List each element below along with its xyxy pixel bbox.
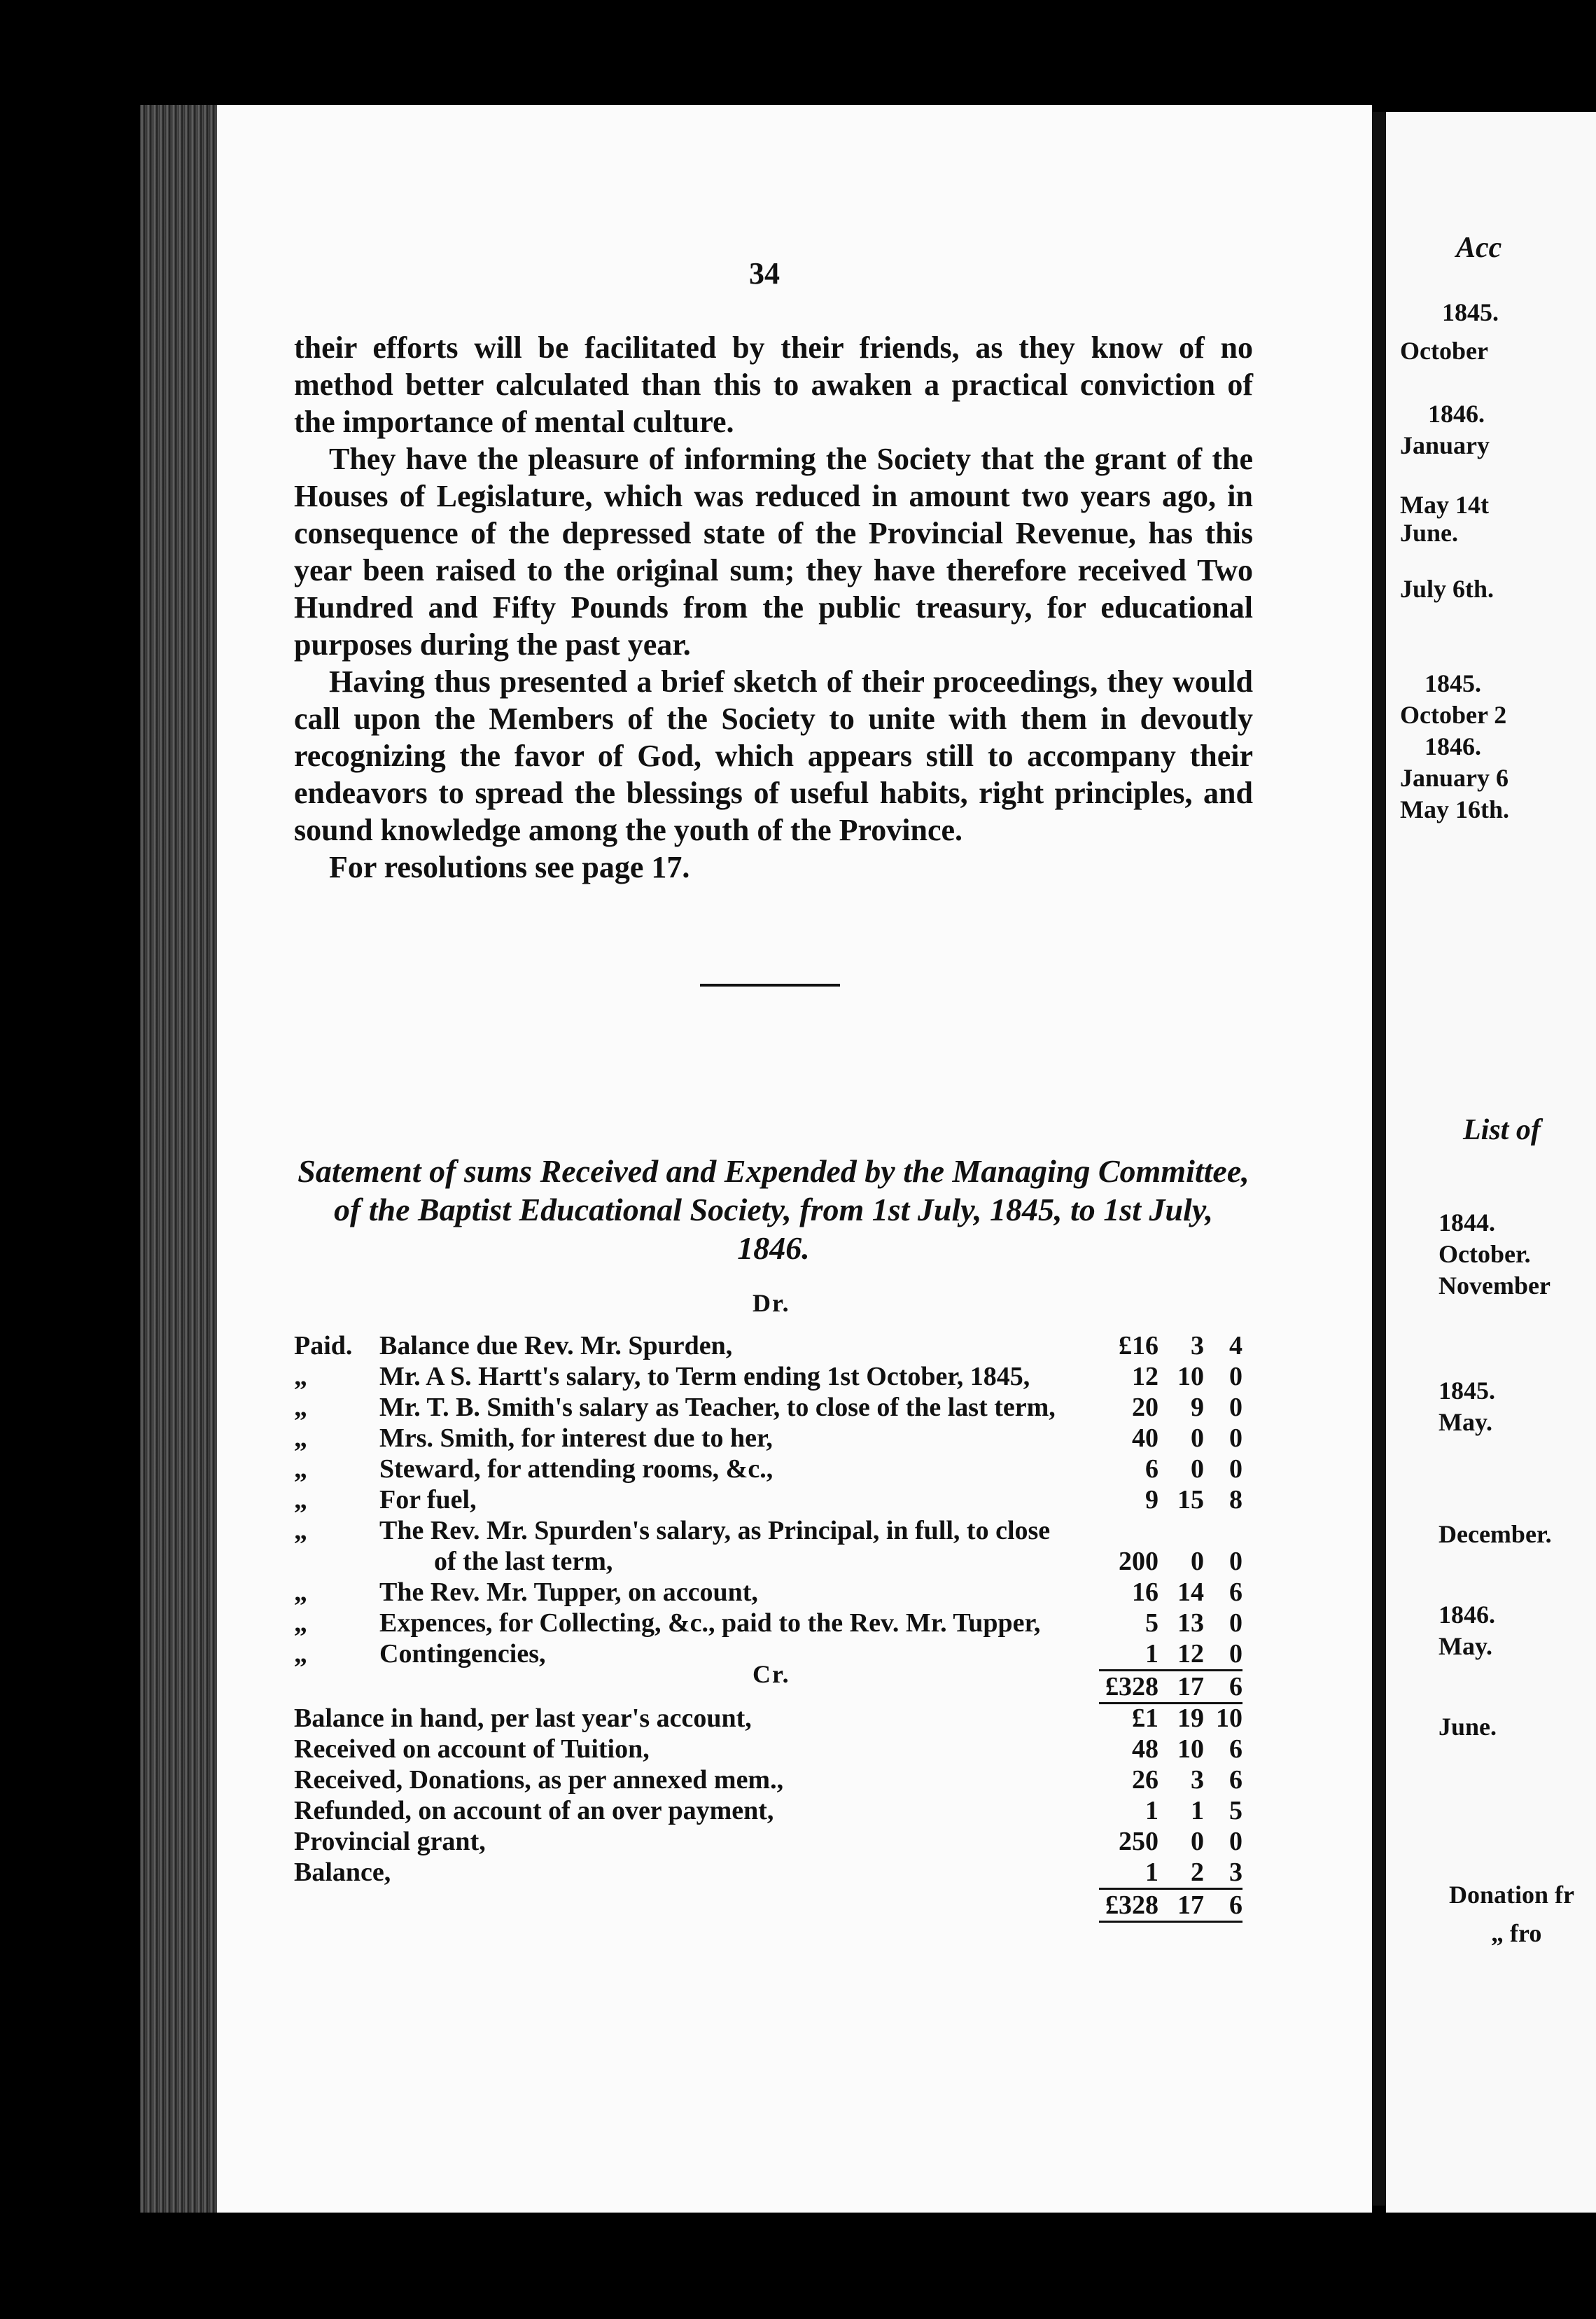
row-description: The Rev. Mr. Tupper, on account, [379, 1578, 758, 1607]
page-number: 34 [749, 256, 780, 291]
statement-heading: Satement of sums Received and Expended by the Managing Committee, of the Baptist Educational Society, from 1st July, 1845, to 1st July, 1846. [298, 1153, 1250, 1266]
pence-value: 5 [1229, 1796, 1242, 1825]
pence-value: 6 [1229, 1734, 1242, 1764]
pounds-value: 5 [1145, 1608, 1158, 1638]
right-page-fragment: June. [1400, 519, 1459, 547]
shillings-value: 10 [1177, 1734, 1204, 1764]
pence-value: 0 [1229, 1362, 1242, 1391]
pence-value: 0 [1229, 1608, 1242, 1638]
ledger-row [294, 1484, 1242, 1515]
right-page-fragment: List of [1463, 1114, 1541, 1146]
ledger-row [294, 1577, 1242, 1608]
pence-value: 0 [1229, 1393, 1242, 1422]
row-description: The Rev. Mr. Spurden's salary, as Principal, in full, to close [379, 1516, 1051, 1545]
ledger-row [294, 1423, 1242, 1454]
ledger-row [294, 1703, 1242, 1734]
row-lead: „ [294, 1362, 307, 1391]
shillings-value: 2 [1191, 1858, 1204, 1887]
pounds-value: 9 [1145, 1485, 1158, 1514]
shillings-value: 15 [1177, 1485, 1204, 1514]
right-page-fragment: January [1400, 431, 1490, 459]
ledger-row [294, 1795, 1242, 1826]
debit-label: Dr. [752, 1289, 790, 1317]
paragraph: They have the pleasure of informing the Society that the grant of the Houses of Legislature, which was reduced in amount two years ago, in consequence of the depressed state of the Provincial Revenue, has this year been raised to the original sum; they have therefore received Two Hundred and Fifty Pounds from the public treasury, for educational purposes during the past year. [294, 442, 1253, 662]
total-pounds: £328 [1105, 1672, 1158, 1701]
shillings-value: 1 [1191, 1796, 1204, 1825]
paragraph: their efforts will be facilitated by their friends, as they know of no method better calculated than this to awaken a practical conviction of the importance of mental culture. [294, 330, 1253, 439]
pence-value: 6 [1229, 1578, 1242, 1607]
total-row [294, 1890, 1242, 1921]
shillings-value: 3 [1191, 1331, 1204, 1360]
body-text [294, 329, 1253, 886]
ledger-row [294, 1857, 1242, 1888]
row-lead: „ [294, 1578, 307, 1607]
pence-value: 3 [1229, 1858, 1242, 1887]
shillings-value: 0 [1191, 1547, 1204, 1576]
ledger-row [294, 1330, 1242, 1361]
total-pounds: £328 [1105, 1890, 1158, 1920]
section-divider [700, 984, 840, 987]
pounds-value: 40 [1132, 1423, 1158, 1453]
row-description: For fuel, [379, 1485, 477, 1514]
row-lead: „ [294, 1393, 307, 1422]
right-page-fragment: May 16th. [1400, 795, 1509, 823]
ledger-row [294, 1826, 1242, 1857]
row-lead: „ [294, 1516, 307, 1545]
right-page-fragment: January 6 [1400, 764, 1509, 792]
right-page-fragment: 1846. [1424, 732, 1481, 760]
pounds-value: 6 [1145, 1454, 1158, 1484]
debit-table [294, 1330, 1242, 1704]
right-page-fragment: Acc [1456, 232, 1502, 264]
row-description: Provincial grant, [294, 1827, 486, 1856]
row-lead: „ [294, 1423, 307, 1453]
double-rule [1099, 1921, 1242, 1923]
right-page [1386, 112, 1596, 2213]
total-shillings: 17 [1177, 1672, 1204, 1701]
pence-value: 8 [1229, 1485, 1242, 1514]
ledger-row [294, 1454, 1242, 1484]
book-spine-edge [140, 105, 217, 2213]
row-lead: „ [294, 1639, 307, 1669]
pounds-value: 12 [1132, 1362, 1158, 1391]
pounds-value: 1 [1145, 1639, 1158, 1669]
right-page-fragment: June. [1438, 1713, 1497, 1741]
row-description: Mrs. Smith, for interest due to her, [379, 1423, 773, 1453]
ledger-row [294, 1764, 1242, 1795]
page-gutter [1372, 112, 1386, 2206]
row-description: of the last term, [434, 1547, 613, 1576]
right-page-fragment: 1846. [1428, 400, 1485, 428]
credit-label: Cr. [752, 1660, 790, 1688]
row-lead: Paid. [294, 1331, 353, 1360]
right-page-fragment: 1844. [1438, 1209, 1495, 1237]
shillings-value: 0 [1191, 1827, 1204, 1856]
pounds-value: 48 [1132, 1734, 1158, 1764]
row-description: Balance due Rev. Mr. Spurden, [379, 1331, 733, 1360]
ledger-row [294, 1361, 1242, 1392]
row-description: Received, Donations, as per annexed mem., [294, 1765, 784, 1795]
right-page-fragment: 1845. [1424, 669, 1481, 697]
row-description: Balance, [294, 1858, 391, 1887]
paragraph: For resolutions see page 17. [329, 850, 690, 884]
right-page-fragment: May. [1438, 1632, 1492, 1660]
pounds-value: £16 [1119, 1331, 1158, 1360]
row-description: Received on account of Tuition, [294, 1734, 650, 1764]
shillings-value: 14 [1177, 1578, 1204, 1607]
shillings-value: 0 [1191, 1423, 1204, 1453]
row-lead: „ [294, 1608, 307, 1638]
row-lead: „ [294, 1454, 307, 1484]
credit-table [294, 1703, 1242, 1923]
pounds-value: 250 [1119, 1827, 1158, 1856]
pounds-value: £1 [1132, 1704, 1158, 1733]
row-description: Balance in hand, per last year's account, [294, 1704, 752, 1733]
right-page-fragment: 1845. [1438, 1377, 1495, 1405]
right-page-fragment: October 2 [1400, 701, 1507, 729]
row-description: Steward, for attending rooms, &c., [379, 1454, 774, 1484]
right-page-fragment: May 14t [1400, 491, 1489, 519]
ledger-row [294, 1515, 1242, 1546]
ledger-row [294, 1392, 1242, 1423]
pence-value: 0 [1229, 1639, 1242, 1669]
pounds-value: 200 [1119, 1547, 1158, 1576]
shillings-value: 0 [1191, 1454, 1204, 1484]
pence-value: 0 [1229, 1423, 1242, 1453]
pounds-value: 1 [1145, 1796, 1158, 1825]
total-pence: 6 [1229, 1672, 1242, 1701]
right-page-fragment: July 6th. [1400, 575, 1494, 603]
shillings-value: 10 [1177, 1362, 1204, 1391]
right-page-fragment: October. [1438, 1240, 1531, 1268]
pence-value: 0 [1229, 1454, 1242, 1484]
pounds-value: 20 [1132, 1393, 1158, 1422]
row-description: Refunded, on account of an over payment, [294, 1796, 774, 1825]
paragraph: Having thus presented a brief sketch of their proceedings, they would call upon the Members of the Society to unite with them in devoutly recognizing the favor of God, which appears still to accompany their endeavors to spread the blessings of useful habits, right principles, and sound knowledge among the youth of the Province. [294, 664, 1253, 847]
ledger-row [294, 1734, 1242, 1764]
pence-value: 0 [1229, 1827, 1242, 1856]
right-page-fragment: December. [1438, 1520, 1552, 1548]
row-description: Expences, for Collecting, &c., paid to the Rev. Mr. Tupper, [379, 1608, 1041, 1638]
pence-value: 10 [1216, 1704, 1242, 1733]
shillings-value: 9 [1191, 1393, 1204, 1422]
right-page-fragment: 1846. [1438, 1601, 1495, 1629]
pence-value: 4 [1229, 1331, 1242, 1360]
row-description: Mr. T. B. Smith's salary as Teacher, to close of the last term, [379, 1393, 1056, 1422]
row-lead: „ [294, 1485, 307, 1514]
pounds-value: 16 [1132, 1578, 1158, 1607]
pence-value: 0 [1229, 1547, 1242, 1576]
pounds-value: 26 [1132, 1765, 1158, 1795]
row-description: Mr. A S. Hartt's salary, to Term ending 1st October, 1845, [379, 1362, 1030, 1391]
shillings-value: 12 [1177, 1639, 1204, 1669]
shillings-value: 13 [1177, 1608, 1204, 1638]
total-shillings: 17 [1177, 1890, 1204, 1920]
right-page-fragment: October [1400, 337, 1488, 365]
total-pence: 6 [1229, 1890, 1242, 1920]
right-page-fragment: 1845. [1442, 298, 1499, 326]
row-description: Contingencies, [379, 1639, 546, 1669]
right-page-fragment: Donation fr [1449, 1881, 1574, 1909]
right-page-fragment: November [1438, 1272, 1550, 1300]
shillings-value: 19 [1177, 1704, 1204, 1733]
ledger-row [294, 1608, 1242, 1638]
pence-value: 6 [1229, 1765, 1242, 1795]
right-page-fragment: May. [1438, 1408, 1492, 1436]
right-page-fragment: „ fro [1491, 1919, 1542, 1947]
pounds-value: 1 [1145, 1858, 1158, 1887]
ledger-row [294, 1546, 1242, 1577]
shillings-value: 3 [1191, 1765, 1204, 1795]
